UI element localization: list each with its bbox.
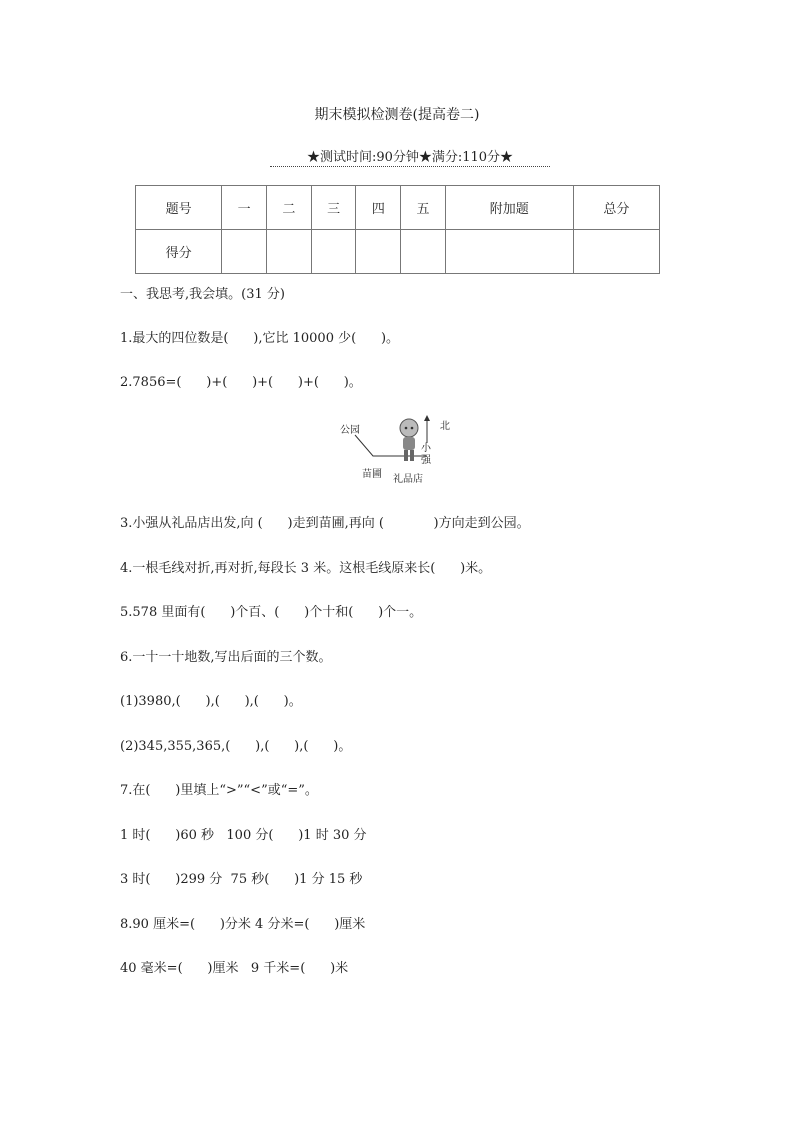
- question-2: 2.7856=( )+( )+( )+( )。: [120, 375, 362, 390]
- label-north: 北: [440, 421, 450, 432]
- header-cell: 一: [222, 186, 267, 230]
- score-table-score-row: [136, 230, 660, 274]
- label-person-2: 强: [421, 455, 431, 466]
- label-nursery: 苗圃: [362, 469, 382, 480]
- header-cell: 二: [266, 186, 311, 230]
- score-cell[interactable]: [573, 230, 659, 274]
- boy-icon: [395, 417, 423, 465]
- question-3: 3.小强从礼品店出发,向 ( )走到苗圃,再向 ( )方向走到公园。: [120, 516, 530, 531]
- header-cell: 题号: [136, 186, 222, 230]
- section-heading: 一、我思考,我会填。(31 分): [120, 287, 285, 302]
- header-cell: 四: [356, 186, 401, 230]
- question-8: 8.90 厘米=( )分米 4 分米=( )厘米: [120, 917, 366, 932]
- header-cell: 五: [401, 186, 446, 230]
- score-cell[interactable]: [266, 230, 311, 274]
- page-title: 期末模拟检测卷(提高卷二): [314, 107, 480, 123]
- label-gift-shop: 礼品店: [393, 474, 423, 485]
- score-cell[interactable]: [401, 230, 446, 274]
- question-4: 4.一根毛线对折,再对折,每段长 3 米。这根毛线原来长( )米。: [120, 561, 492, 576]
- header-cell: 三: [311, 186, 356, 230]
- test-info: ★测试时间:90分钟★满分:110分★: [270, 146, 550, 167]
- question-6-part-1: (1)3980,( ),( ),( )。: [120, 694, 302, 709]
- label-park: 公园: [340, 425, 360, 436]
- score-table-header-row: [136, 186, 660, 230]
- direction-diagram: [335, 413, 465, 485]
- score-cell[interactable]: [445, 230, 573, 274]
- question-8-row-2: 40 毫米=( )厘米 9 千米=( )米: [120, 961, 349, 976]
- question-7-row-2: 3 时( )299 分 75 秒( )1 分 15 秒: [120, 872, 363, 887]
- score-table: [135, 185, 660, 274]
- question-6: 6.一十一十地数,写出后面的三个数。: [120, 650, 332, 665]
- question-6-part-2: (2)345,355,365,( ),( ),( )。: [120, 739, 352, 754]
- score-cell[interactable]: [222, 230, 267, 274]
- question-5: 5.578 里面有( )个百、( )个十和( )个一。: [120, 605, 423, 620]
- score-cell[interactable]: [311, 230, 356, 274]
- header-cell: 总分: [573, 186, 659, 230]
- question-1: 1.最大的四位数是( ),它比 10000 少( )。: [120, 331, 400, 346]
- header-cell: 附加题: [445, 186, 573, 230]
- score-cell[interactable]: [356, 230, 401, 274]
- label-person-1: 小: [421, 443, 431, 454]
- row-label: 得分: [136, 230, 222, 274]
- question-7: 7.在( )里填上“>”“<”或“=”。: [120, 783, 318, 798]
- question-7-row-1: 1 时( )60 秒 100 分( )1 时 30 分: [120, 828, 367, 843]
